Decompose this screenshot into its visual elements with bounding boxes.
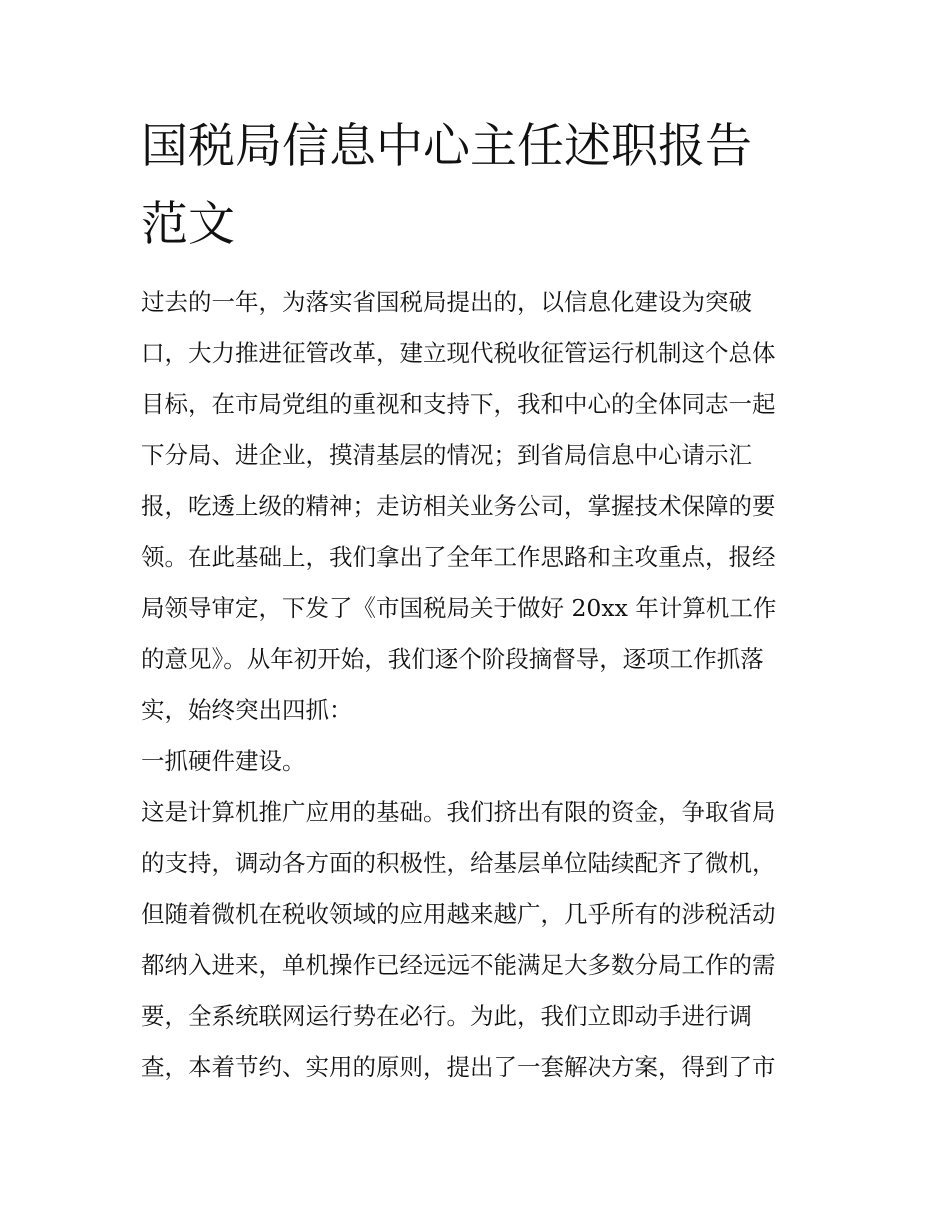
body-line: 查，本着节约、实用的原则，提出了一套解决方案，得到了市 [141, 1053, 776, 1081]
body-line: 口，大力推进征管改革，建立现代税收征管运行机制这个总体 [141, 339, 776, 367]
body-line: 局领导审定，下发了《市国税局关于做好 20xx 年计算机工作 [141, 594, 777, 622]
body-line: 目标，在市局党组的重视和支持下，我和中心的全体同志一起 [141, 390, 776, 418]
body-line: 实，始终突出四抓： [141, 696, 353, 724]
document-body [141, 277, 776, 1093]
body-line: 但随着微机在税收领域的应用越来越广，几乎所有的涉税活动 [141, 900, 776, 928]
title-line-2: 范文 [141, 197, 235, 252]
body-line: 过去的一年，为落实省国税局提出的，以信息化建设为突破 [141, 288, 752, 316]
title-line-1: 国税局信息中心主任述职报告 [141, 119, 752, 174]
body-line: 这是计算机推广应用的基础。我们挤出有限的资金，争取省局 [141, 798, 776, 826]
body-line: 的意见》。从年初开始，我们逐个阶段摘督导，逐项工作抓落 [141, 645, 764, 673]
body-line: 下分局、进企业，摸清基层的情况；到省局信息中心请示汇 [141, 441, 752, 469]
body-line: 都纳入进来，单机操作已经远远不能满足大多数分局工作的需 [141, 951, 776, 979]
document-title [141, 108, 752, 264]
body-line: 领。在此基础上，我们拿出了全年工作思路和主攻重点，报经 [141, 543, 776, 571]
section-heading: 一抓硬件建设。 [141, 747, 306, 775]
body-line: 要，全系统联网运行势在必行。为此，我们立即动手进行调 [141, 1002, 752, 1030]
body-line: 的支持，调动各方面的积极性，给基层单位陆续配齐了微机， [141, 849, 776, 877]
body-line: 报，吃透上级的精神；走访相关业务公司，掌握技术保障的要 [141, 492, 776, 520]
